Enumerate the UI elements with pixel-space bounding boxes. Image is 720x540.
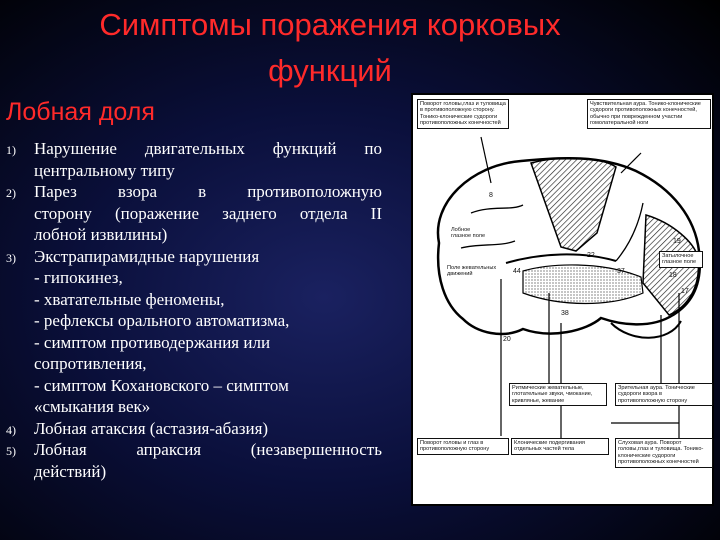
list-line: - рефлексы орального автоматизма, xyxy=(34,311,290,330)
list-item-number: 5) xyxy=(6,444,16,458)
list-line: сопротивления, xyxy=(34,354,147,373)
area-number: 22 xyxy=(587,252,595,259)
area-number: 8 xyxy=(489,192,493,199)
list-line: сторону (поражение заднего отдела II xyxy=(34,203,382,223)
area-number: 17 xyxy=(681,288,689,295)
list-line: - хватательные феномены, xyxy=(34,289,225,309)
area-number: 18 xyxy=(669,272,677,279)
slide-title-line2: функций xyxy=(268,53,392,88)
list-line: центральному типу xyxy=(34,160,175,180)
list-item xyxy=(6,418,382,440)
area-number: 44 xyxy=(513,268,521,275)
area-number: 19 xyxy=(673,238,681,245)
brain-diagram xyxy=(411,93,714,506)
list-line: - симптом Кохановского – симптом xyxy=(34,375,289,395)
list-item xyxy=(6,138,382,181)
label-chewing-field: Поле жевательных движений xyxy=(447,265,497,278)
list-item xyxy=(6,246,382,418)
label-box-top-right: Чувствительная аура. Тонико-клонические судороги противоположных конечностей, обычно при поврежденном участии гомолатеральной ноги xyxy=(587,99,711,129)
area-number: 20 xyxy=(503,336,511,343)
list-line: действий) xyxy=(34,461,107,481)
slide-title xyxy=(0,2,660,94)
list-line: Лобная атаксия (астазия-абазия) xyxy=(34,418,269,438)
list-line: Экстрапирамидные нарушения xyxy=(34,246,260,266)
area-number: 38 xyxy=(561,310,569,317)
label-box-bottom-far-right: Слуховая аура. Поворот головы,глаз и туловища. Тонико-клонические судороги противоположных конечностей xyxy=(615,438,713,468)
label-box-occipital: Затылочное глазное поле xyxy=(659,251,703,268)
label-box-bottom-center: Клонические подергивания отдельных частей тела xyxy=(511,438,609,455)
label-box-bottom-left: Поворот головы и глаз в противоположную сторону xyxy=(417,438,509,455)
list-item xyxy=(6,181,382,246)
label-frontal-eye-field: Лобное глазное поле xyxy=(451,227,486,240)
label-box-top-left: Поворот головы,глаз и туловища в противоположную сторону. Тонико-клонические судороги противоположных конечностей xyxy=(417,99,509,129)
list-line: лобной извилины) xyxy=(34,225,168,244)
list-item xyxy=(6,439,382,482)
list-item-number: 4) xyxy=(6,422,16,437)
section-subtitle: Лобная доля xyxy=(6,98,155,126)
list-line: - гипокинез, xyxy=(34,268,123,287)
list-line: Нарушение двигательных функций по xyxy=(34,139,382,158)
symptom-list xyxy=(6,138,382,482)
list-item-number: 1) xyxy=(6,143,16,157)
label-box-bottom-mid: Ритмические жевательные, глотательные звуки, чмокание, кривлянье, жевание xyxy=(509,383,607,406)
list-line: Лобная апраксия (незавершенность xyxy=(34,440,382,459)
area-number: 37 xyxy=(617,268,625,275)
list-line: Парез взора в противоположную xyxy=(34,182,382,201)
list-item-number: 3) xyxy=(6,250,16,265)
label-box-bottom-right: Зрительная аура. Тонические судороги взора в противоположную сторону xyxy=(615,383,713,406)
list-line: - симптом противодержания или xyxy=(34,332,271,352)
list-line: «смыкания век» xyxy=(34,397,151,416)
slide-title-line1: Симптомы поражения корковых xyxy=(99,7,561,42)
list-item-number: 2) xyxy=(6,186,16,200)
